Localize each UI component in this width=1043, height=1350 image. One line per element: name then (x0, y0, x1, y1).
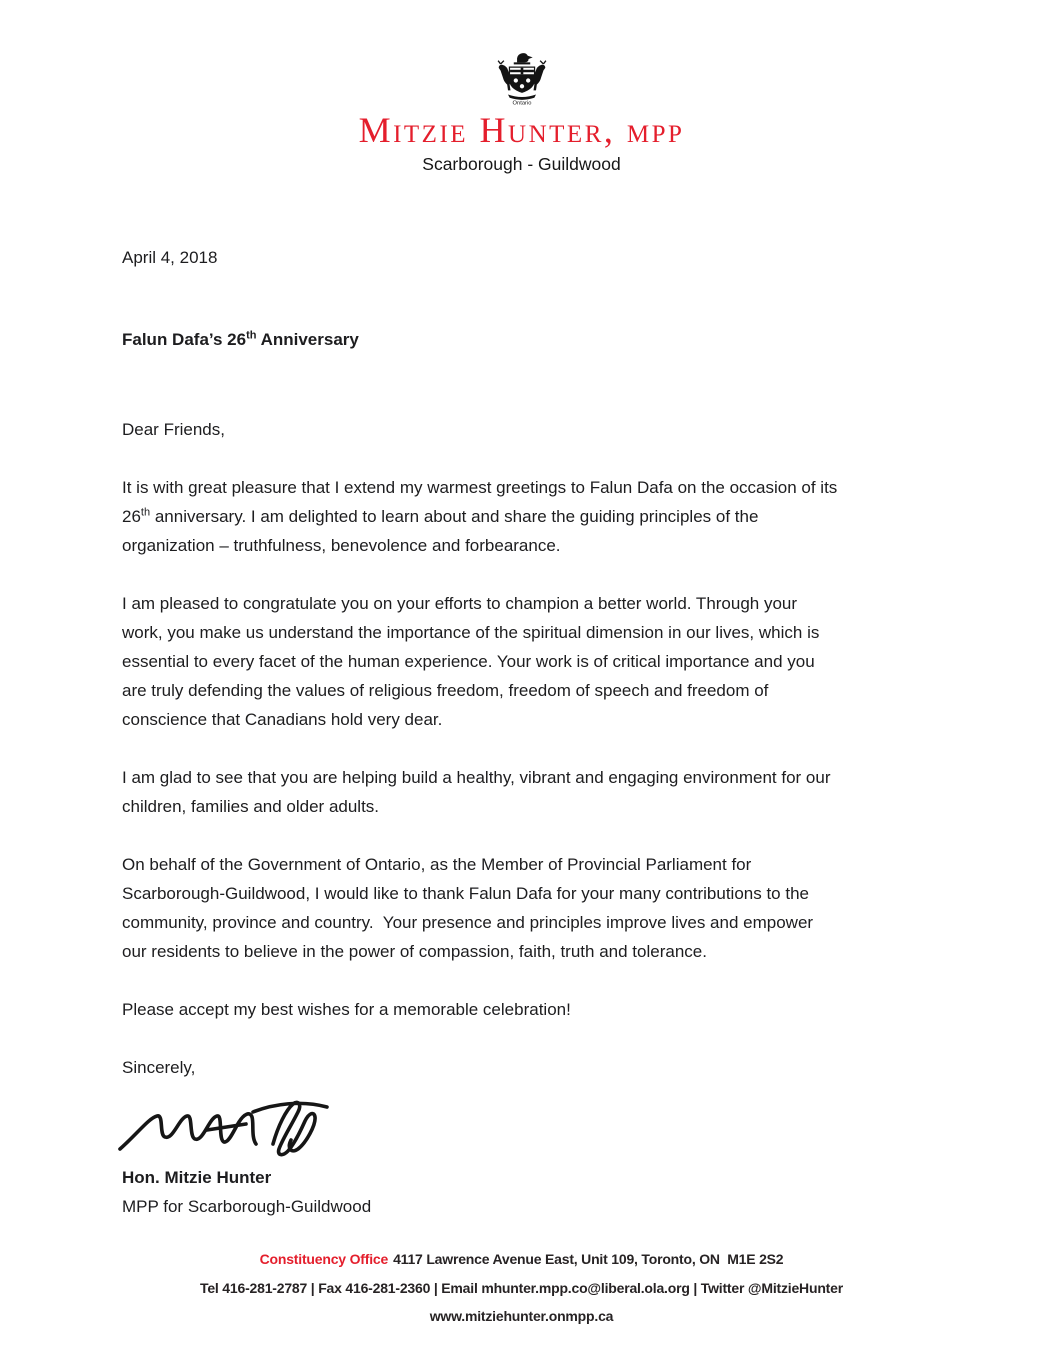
signer-title: MPP for Scarborough-Guildwood (122, 1197, 372, 1216)
paragraph-line: work, you make us understand the importance of the spiritual dimension in our lives, which is (122, 623, 820, 642)
letter-paragraph-5: Please accept my best wishes for a memorable celebration! (122, 1000, 571, 1019)
footer-office-label: Constituency Office (259, 1251, 389, 1267)
paragraph-line (122, 502, 942, 531)
letter-body (122, 243, 942, 1221)
letter-date: April 4, 2018 (122, 248, 218, 267)
signer-name: Hon. Mitzie Hunter (122, 1168, 272, 1187)
mpp-name-title: Mitzie Hunter, mpp (358, 110, 685, 150)
ordinal-number: 26 (122, 507, 141, 526)
letterhead (0, 50, 1043, 175)
paragraph-line: children, families and older adults. (122, 797, 380, 816)
subject-line (122, 325, 942, 354)
paragraph-line: I am glad to see that you are helping build a healthy, vibrant and engaging environment for our (122, 768, 831, 787)
footer (0, 1245, 1043, 1331)
paragraph-line: Scarborough-Guildwood, I would like to thank Falun Dafa for your many contributions to the (122, 884, 809, 903)
footer-office-line (0, 1245, 1043, 1274)
letter-paragraph-3 (122, 763, 942, 821)
paragraph-line: It is with great pleasure that I extend my warmest greetings to Falun Dafa on the occasion of its (122, 478, 838, 497)
closing: Sincerely, (122, 1058, 196, 1077)
letter-paragraph-2 (122, 589, 942, 734)
footer-contact-line: Tel 416-281-2787 | Fax 416-281-2360 | Email mhunter.mpp.co@liberal.ola.org | Twitter @MitzieHunter (200, 1279, 843, 1296)
paragraph-line: community, province and country. Your presence and principles improve lives and empower (122, 913, 814, 932)
paragraph-line: On behalf of the Government of Ontario, as the Member of Provincial Parliament for (122, 855, 752, 874)
salutation: Dear Friends, (122, 420, 225, 439)
ordinal-sup: th (140, 506, 151, 519)
footer-website: www.mitziehunter.onmpp.ca (429, 1308, 614, 1324)
paragraph-text: anniversary. I am delighted to learn about and share the guiding principles of the (150, 507, 759, 526)
ontario-coat-of-arms-logo (0, 50, 1043, 106)
subject-text-after: Anniversary (256, 330, 359, 349)
paragraph-line: conscience that Canadians hold very dear. (122, 710, 443, 729)
paragraph-line: our residents to believe in the power of compassion, faith, truth and tolerance. (122, 942, 707, 961)
subject-text-before: Falun Dafa’s 26 (122, 330, 247, 349)
subject-ordinal-sup: th (246, 329, 257, 342)
letter-paragraph-4 (122, 850, 942, 966)
paragraph-line: organization – truthfulness, benevolence and forbearance. (122, 536, 561, 555)
paragraph-line: are truly defending the values of religious freedom, freedom of speech and freedom of (122, 681, 769, 700)
signature-image (115, 1091, 942, 1161)
paragraph-line: I am pleased to congratulate you on your efforts to champion a better world. Through your (122, 594, 798, 613)
paragraph-line: essential to every facet of the human experience. Your work is of critical importance and you (122, 652, 815, 671)
footer-address: 4117 Lawrence Avenue East, Unit 109, Toronto, ON M1E 2S2 (393, 1251, 784, 1267)
letter-paragraph-1 (122, 473, 942, 560)
logo-caption: Ontario (512, 100, 531, 106)
riding-subtitle: Scarborough - Guildwood (422, 154, 621, 174)
